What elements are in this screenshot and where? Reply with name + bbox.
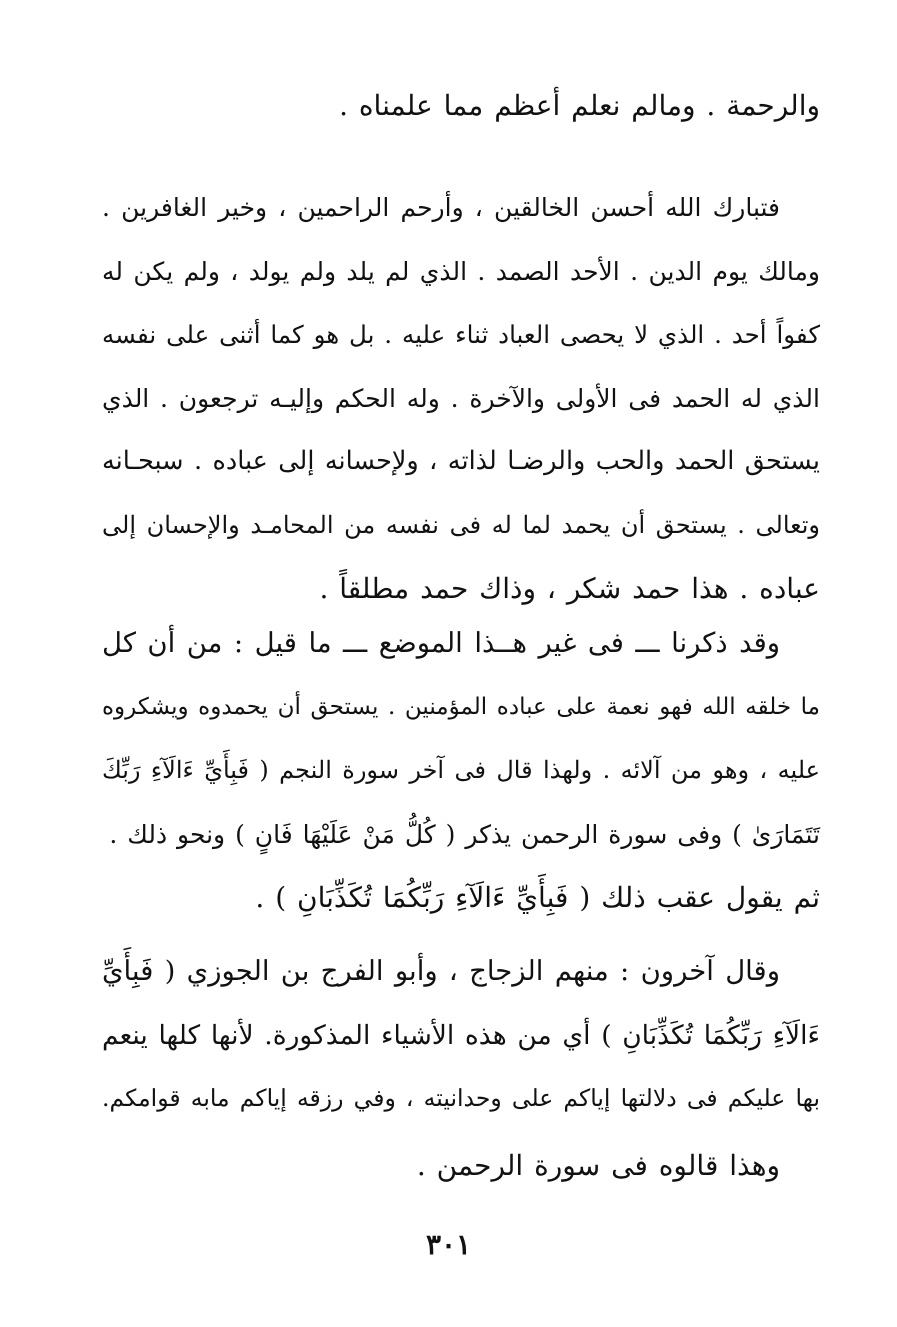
paragraph-1: [102, 74, 820, 138]
text-line: وهذا قالوه فى سورة الرحمن .: [416, 1149, 780, 1182]
paragraph-4: [102, 940, 820, 1131]
text-line: ومالك يوم الدين . الأحد الصمد . الذي لم يلد ولم يولد ، ولم يكن له: [102, 256, 820, 286]
text-line: بها عليكم فى دلالتها إياكم على وحدانيته ، وفي رزقه إياكم مابه قوامكم.: [102, 1084, 820, 1112]
text-line: وقد ذكرنا ـــ فى غير هــذا الموضع ـــ ما قيل : من أن كل: [102, 627, 780, 659]
text-line: فتبارك الله أحسن الخالقين ، وأرحم الراحمين ، وخير الغافرين .: [102, 193, 780, 222]
paragraph-3: [102, 612, 820, 930]
text-line: ما خلقه الله فهو نعمة على عباده المؤمنين . يستحق أن يحمدوه ويشكروه: [102, 693, 820, 720]
text-line: ءَالَآءِ رَبِّكُمَا تُكَذِّبَانِ ) أي من هذه الأشياء المذكورة. لأنها كلها ينعم: [102, 1019, 820, 1051]
text-line: يستحق الحمد والحب والرضـا لذاته ، ولإحسانه إلى عباده . سبحـانه: [102, 446, 820, 476]
text-line: الذي له الحمد فى الأولى والآخرة . وله الحكم وإليـه ترجعون . الذي: [102, 383, 820, 413]
page-number: ٣٠١: [425, 1228, 472, 1261]
text-line: والرحمة . ومالم نعلم أعظم مما علمناه .: [339, 89, 820, 122]
text-line: تَتَمَارَىٰ ) وفى سورة الرحمن يذكر ( كُلُّ مَنْ عَلَيْهَا فَانٍ ) ونحو ذلك .: [109, 819, 820, 849]
paragraph-2: [102, 176, 820, 621]
text-line: عباده . هذا حمد شكر ، وذاك حمد مطلقاً .: [319, 572, 820, 605]
text-line: عليه ، وهو من آلائه . ولهذا قال فى آخر سورة النجم ( فَبِأَيِّ ءَالَآءِ رَبِّكَ: [102, 756, 820, 784]
text-line: كفواً أحد . الذي لا يحصى العباد ثناء عليه . بل هو كما أثنى على نفسه: [102, 320, 820, 349]
text-line: وقال آخرون : منهم الزجاج ، وأبو الفرج بن الجوزي ( فَبِأَيِّ: [102, 955, 780, 987]
paragraph-5: [102, 1134, 820, 1198]
text-line: وتعالى . يستحق أن يحمد لما له فى نفسه من المحامـد والإحسان إلى: [102, 510, 820, 539]
text-line: ثم يقول عقب ذلك ( فَبِأَيِّ ءَالَآءِ رَبِّكُمَا تُكَذِّبَانِ ) .: [255, 881, 820, 914]
